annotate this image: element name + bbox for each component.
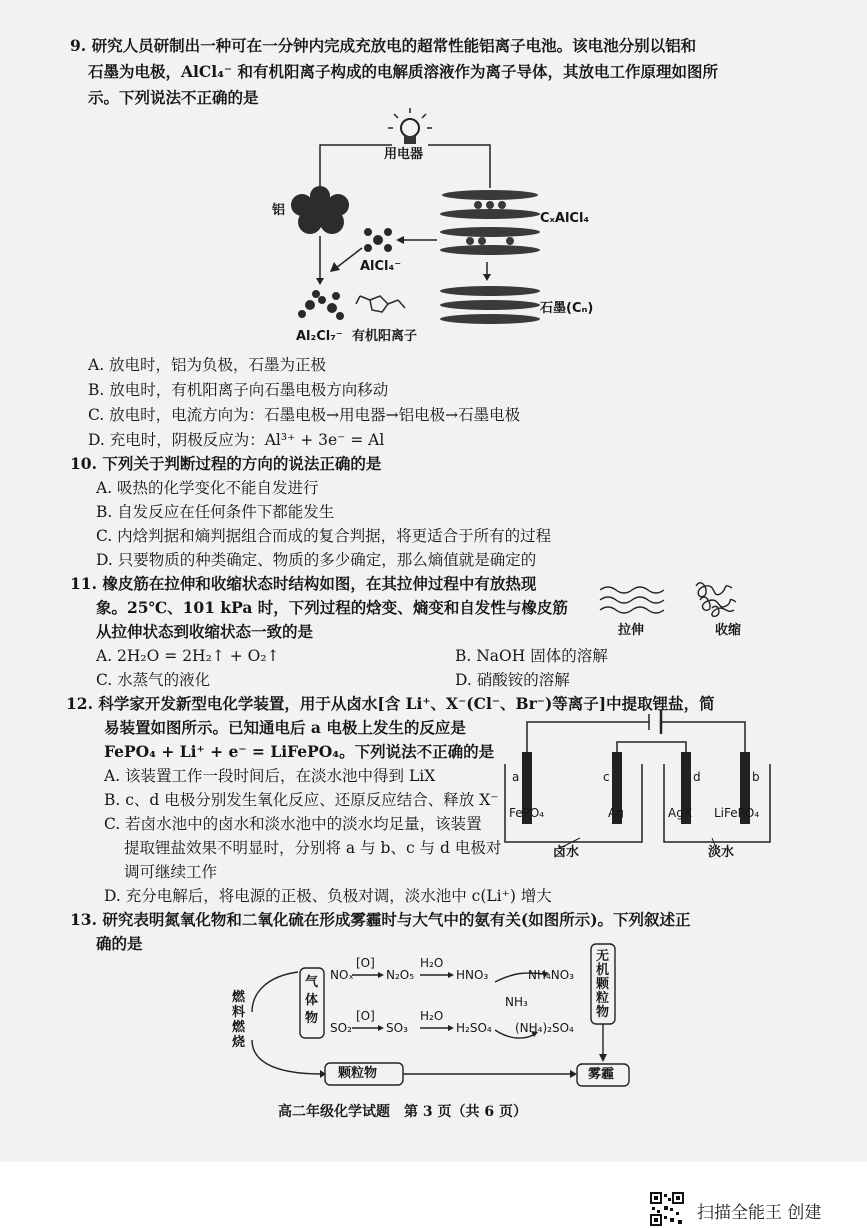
haze-label: 雾霾 (588, 1067, 615, 1082)
q11-option-d: D. 硝酸铵的溶解 (455, 671, 570, 689)
stretch-label: 拉伸 (618, 623, 645, 638)
q12-option-b: B. c、d 电极分别发生氧化反应、还原反应结合、释放 X⁻ (104, 791, 499, 809)
so2-label: SO₂ (330, 1021, 352, 1035)
so3-label: SO₃ (386, 1021, 408, 1035)
q9-option-d: D. 充电时，阴极反应为：Al³⁺ + 3e⁻ = Al (88, 431, 385, 449)
q12-option-c-line2: 提取锂盐效果不明显时，分别将 a 与 b、c 与 d 电极对 (124, 839, 502, 857)
aluminum-label: 铝 (272, 203, 286, 218)
q10-option-c: C. 内焓判据和熵判据组合而成的复合判据，将更适合于所有的过程 (96, 527, 552, 545)
q12-option-c-line3: 调可继续工作 (124, 863, 218, 881)
brine-label: 卤水 (553, 845, 580, 860)
device-label: 用电器 (384, 147, 424, 162)
q12-stem-line1: 12. 科学家开发新型电化学装置，用于从卤水[含 Li⁺、X⁻(Cl⁻、Br⁻)等离子]中提取锂盐，简 (66, 694, 715, 713)
q13-stem-line1: 13. 研究表明氮氧化物和二氧化硫在形成雾霾时与大气中的氨有关(如图所示)。下列叙述正 (70, 910, 691, 929)
q12-option-c-line1: C. 若卤水池中的卤水和淡水池中的淡水均足量，该装置 (104, 815, 482, 833)
graphite-cxalcl4 (440, 190, 540, 255)
electrode-d-label: d (693, 770, 701, 784)
q11-option-a: A. 2H₂O = 2H₂↑ + O₂↑ (96, 647, 280, 665)
particles-label: 颗粒物 (338, 1066, 378, 1081)
organic-cation (356, 296, 405, 312)
electrode-b-label: b (752, 770, 760, 784)
fepo4-label: FePO₄ (509, 806, 545, 820)
q9-stem-line2: 石墨为电极，AlCl₄⁻ 和有机阳离子构成的电解质溶液作为离子导体，其放电工作原理如图所 (88, 62, 719, 81)
q10-option-d: D. 只要物质的种类确定、物质的多少确定，那么熵值就是确定的 (96, 551, 537, 569)
q9-option-c: C. 放电时，电流方向为：石墨电极→用电器→铝电极→石墨电极 (88, 406, 521, 424)
nox-label: NOₓ (330, 968, 354, 982)
fuel-combustion-label: 燃料燃烧 (232, 990, 246, 1050)
q13-stem-line2: 确的是 (96, 934, 143, 953)
hno3-label: HNO₃ (456, 968, 489, 982)
inorganic-particles-label: 无机颗粒物 (596, 949, 610, 1020)
q11-option-b: B. NaOH 固体的溶解 (455, 647, 608, 665)
gas-label: 气体物 (305, 975, 319, 1026)
electrode-a-label: a (512, 770, 520, 784)
electrode-c-label: c (603, 770, 610, 784)
q11-stem-line1: 11. 橡皮筋在拉伸和收缩状态时结构如图，在其拉伸过程中有放热现 (70, 574, 537, 593)
nh4no3-label: NH₄NO₃ (528, 968, 575, 982)
al2cl7-molecule (298, 290, 344, 320)
freshwater-label: 淡水 (708, 845, 735, 860)
q12-option-a: A. 该装置工作一段时间后，在淡水池中得到 LiX (104, 767, 436, 785)
page-footer: 高二年级化学试题 第 3 页（共 6 页） (278, 1104, 527, 1120)
q12-stem-line2: 易装置如图所示。已知通电后 a 电极上发生的反应是 (104, 718, 466, 737)
al2cl7-label: Al₂Cl₇⁻ (296, 329, 343, 344)
alcl4-molecule (364, 228, 392, 252)
q9-stem-line1: 9. 研究人员研制出一种可在一分钟内完成充放电的超常性能铝离子电池。该电池分别以铝和 (70, 36, 697, 55)
organic-cation-label: 有机阳离子 (352, 329, 418, 344)
water-label-2: H₂O (420, 1009, 444, 1023)
q9-stem-line3: 示。下列说法不正确的是 (88, 88, 259, 107)
rubber-band-stretched (600, 587, 664, 613)
rubber-band-contracted (696, 583, 736, 617)
nh3-label: NH₃ (505, 995, 528, 1009)
q10-option-a: A. 吸热的化学变化不能自发进行 (96, 479, 319, 497)
electrolysis-apparatus (505, 710, 770, 842)
scanner-watermark: 扫描全能王 创建 (697, 1203, 822, 1223)
q11-stem-line3: 从拉伸状态到收缩状态一致的是 (96, 622, 314, 641)
h2so4-label: H₂SO₄ (456, 1021, 492, 1035)
aluminum-electrode (291, 186, 349, 234)
cxalcl4-label: CₓAlCl₄ (540, 211, 590, 226)
n2o5-label: N₂O₅ (386, 968, 415, 982)
nh42so4-label: (NH₄)₂SO₄ (515, 1021, 574, 1035)
oxygen-label-1: [O] (356, 956, 375, 970)
q12-stem-line3: FePO₄ + Li⁺ + e⁻ = LiFePO₄。下列说法不正确的是 (104, 742, 495, 761)
alcl4-label: AlCl₄⁻ (360, 259, 402, 274)
agx-label: AgX (668, 806, 693, 820)
water-label-1: H₂O (420, 956, 444, 970)
q9-option-b: B. 放电时，有机阳离子向石墨电极方向移动 (88, 381, 389, 399)
ag-label: Ag (608, 806, 624, 820)
q11-stem-line2: 象。25℃、101 kPa 时，下列过程的焓变、熵变和自发性与橡皮筋 (96, 598, 568, 617)
qr-code-icon (650, 1192, 684, 1226)
lightbulb-icon (388, 108, 432, 144)
lifepo4-label: LiFePO₄ (714, 806, 760, 820)
graphite-label: 石墨(Cₙ) (540, 301, 594, 316)
shrink-label: 收缩 (715, 623, 742, 638)
graphite-cn (440, 286, 540, 324)
q12-option-d: D. 充分电解后，将电源的正极、负极对调，淡水池中 c(Li⁺) 增大 (104, 887, 552, 905)
oxygen-label-2: [O] (356, 1009, 375, 1023)
q9-option-a: A. 放电时，铝为负极，石墨为正极 (88, 356, 327, 374)
q10-option-b: B. 自发反应在任何条件下都能发生 (96, 503, 335, 521)
q11-option-c: C. 水蒸气的液化 (96, 671, 211, 689)
q10-stem: 10. 下列关于判断过程的方向的说法正确的是 (70, 454, 382, 473)
